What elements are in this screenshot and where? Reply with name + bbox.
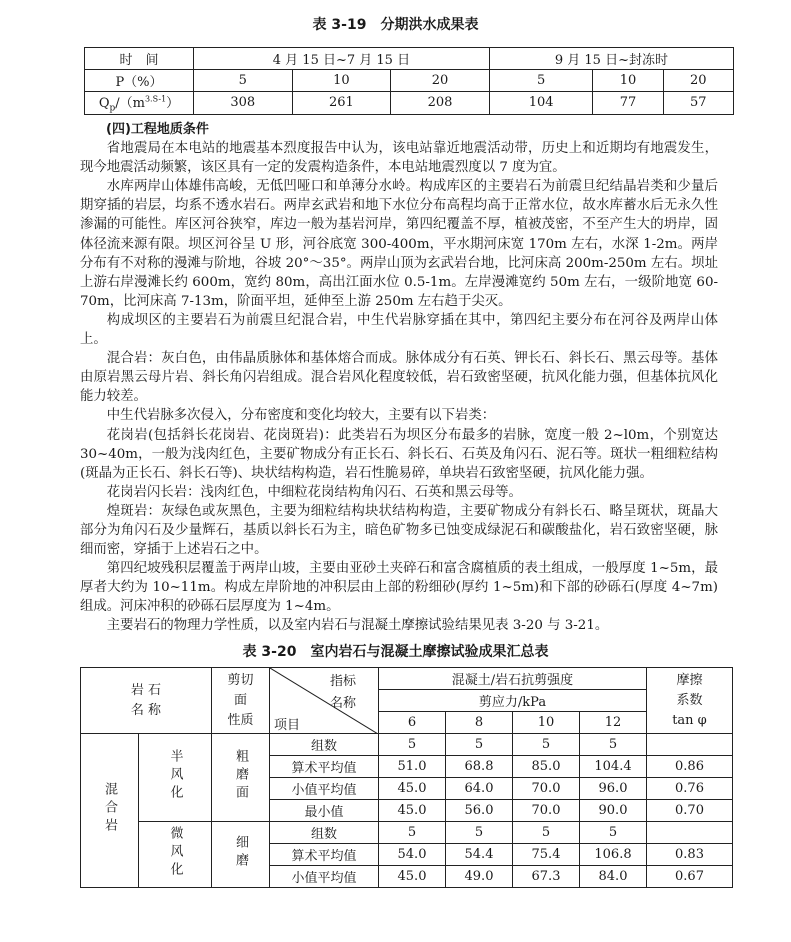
indicator-label: 指标 — [329, 674, 356, 689]
q-subscript: p — [109, 103, 116, 114]
coef-cell: 0.67 — [647, 866, 733, 888]
row-label: 算术平均值 — [270, 756, 379, 778]
paragraph: 构成坝区的主要岩石为前震旦纪混合岩，中生代岩脉穿插在其中，第四纪主要分布在河谷及两岸山体上。 — [80, 312, 718, 348]
q-cell: 308 — [194, 92, 293, 115]
friction-coefficient-header: 摩擦 系数 tan φ — [647, 668, 733, 734]
normal-stress-header: 剪应力/kPa — [379, 690, 647, 712]
weathering-cell — [139, 734, 212, 822]
surface-text: 细磨 — [233, 834, 248, 871]
coef-cell: 0.86 — [647, 756, 733, 778]
table-row — [85, 48, 734, 70]
table-row — [81, 734, 733, 756]
weathering-cell — [139, 822, 212, 888]
value-cell: 5 — [580, 734, 647, 756]
coef-cell: 0.70 — [647, 800, 733, 822]
value-cell: 5 — [580, 822, 647, 844]
value-cell: 75.4 — [513, 844, 580, 866]
p-cell: 20 — [391, 70, 490, 92]
value-cell: 51.0 — [379, 756, 446, 778]
shear-strength-header: 混凝土/岩石抗剪强度 — [379, 668, 647, 690]
p-cell: 10 — [593, 70, 663, 92]
p-label-cell: P（%） — [85, 70, 194, 92]
stress-level-cell: 12 — [580, 712, 647, 734]
paragraph: 花岗岩闪长岩：浅肉红色，中细粒花岗结构角闪石、石英和黑云母等。 — [106, 484, 522, 500]
period1-cell: 4 月 15 日~7 月 15 日 — [194, 48, 490, 70]
table-row — [81, 668, 733, 690]
stress-level-cell: 8 — [446, 712, 513, 734]
q-unit-superscript: 3.S-1 — [144, 94, 167, 104]
flood-results-table — [84, 47, 734, 115]
paragraph: 煌斑岩：灰绿色或灰黑色，主要为细粒结构块状结构构造，主要矿物成分有斜长石、略呈斑状，斑晶大部分为角闪石及少量辉石，基质以斜长石为主，暗色矿物多已蚀变成绿泥石和碳酸盐化，岩石致密坚硬，脉细而密，穿插于上述岩石之中。 — [80, 503, 718, 558]
value-cell: 96.0 — [580, 778, 647, 800]
table-row — [85, 70, 734, 92]
value-cell: 104.4 — [580, 756, 647, 778]
value-cell: 70.0 — [513, 800, 580, 822]
value-cell: 5 — [513, 734, 580, 756]
value-cell: 68.8 — [446, 756, 513, 778]
rock-type-text: 混合岩 — [102, 781, 117, 836]
q-cell: 208 — [391, 92, 490, 115]
value-cell: 5 — [379, 822, 446, 844]
body-text — [80, 120, 718, 636]
paragraph: 主要岩石的物理力学性质，以及室内岩石与混凝土摩擦试验结果见表 3-20 与 3-21。 — [106, 618, 609, 634]
value-cell: 67.3 — [513, 866, 580, 888]
q-label-cell — [85, 92, 194, 115]
paragraph: 花岗岩(包括斜长花岗岩、花岗斑岩)：此类岩石为坝区分布最多的岩脉，宽度一般 2~l0m，个别宽达 30~40m，一般为浅肉红色，主要矿物成分有正长石、斜长石、石英及角闪石、泥石等。斑状一粗细粒结构(斑晶为正长石、斜长石等)、块状结构构造，岩石性脆易碎，单块岩石致密坚硬，抗风化能力强。 — [80, 427, 718, 481]
row-label: 组数 — [270, 822, 379, 844]
p-cell: 5 — [194, 70, 293, 92]
surface-text: 粗磨面 — [233, 748, 248, 803]
value-cell: 84.0 — [580, 866, 647, 888]
time-label-cell: 时 间 — [85, 48, 194, 70]
stress-level-cell: 6 — [379, 712, 446, 734]
row-label: 算术平均值 — [270, 844, 379, 866]
weathering-text: 微风化 — [167, 825, 183, 880]
paragraph: 中生代岩脉多次侵入，分布密度和变化均较大，主要有以下岩类： — [106, 408, 496, 424]
row-label: 小值平均值 — [270, 778, 379, 800]
rock-name-header: 岩 石 名 称 — [81, 668, 212, 734]
value-cell: 106.8 — [580, 844, 647, 866]
value-cell: 54.0 — [379, 844, 446, 866]
section-heading-text: (四)工程地质条件 — [106, 122, 209, 137]
period2-cell: 9 月 15 日~封冻时 — [489, 48, 733, 70]
value-cell: 5 — [379, 734, 446, 756]
row-label: 最小值 — [270, 800, 379, 822]
value-cell: 49.0 — [446, 866, 513, 888]
p-cell: 10 — [292, 70, 391, 92]
coef-cell: 0.83 — [647, 844, 733, 866]
q-cell: 57 — [663, 92, 733, 115]
section-heading — [80, 120, 718, 139]
row-label: 小值平均值 — [270, 866, 379, 888]
value-cell: 70.0 — [513, 778, 580, 800]
paragraph: 第四纪坡残积层覆盖于两岸山坡，主要由亚砂土夹碎石和富含腐植质的表土组成，一般厚度 1~5m，最厚者大约为 10~11m。构成左岸阶地的冲积层由上部的粉细砂(厚约 1~5m)和下部的砂砾石(厚度 4~7m)组成。河床冲积的砂砾石层厚度为 1~4m。 — [80, 561, 718, 615]
q-cell: 261 — [292, 92, 391, 115]
indicator-name-label: 名称 — [329, 696, 356, 711]
q-symbol: Q — [98, 96, 110, 111]
value-cell: 45.0 — [379, 800, 446, 822]
value-cell: 90.0 — [580, 800, 647, 822]
surface-cell — [212, 734, 270, 822]
table-3-19-title: 表 3-19 分期洪水成果表 — [312, 17, 479, 33]
table-row — [81, 822, 733, 844]
weathering-text: 半风化 — [167, 748, 183, 803]
q-unit-close: ） — [166, 96, 180, 111]
coef-cell — [647, 734, 733, 756]
paragraph: 省地震局在本电站的地震基本烈度报告中认为，该电站靠近地震活动带，历史上和近期均有地震发生，现今地震活动频繁，该区具有一定的发震构造条件，本电站地震烈度以 7 度为宜。 — [80, 141, 718, 176]
paragraph: 水库两岸山体雄伟高峻，无低凹哑口和单薄分水岭。构成库区的主要岩石为前震旦纪结晶岩类和少量后期穿插的岩层，均系不透水岩石。两岸玄武岩和地下水位分布高程均高于正常水位，故水库蓄水后无永久性渗漏的可能性。库区河谷狭窄，库边一般为基岩河岸，第四纪覆盖不厚，植被茂密，不至产生大的坍岸，固体径流来源有限。坝区河谷呈 U 形，河谷底宽 300-400m，平水期河床宽 170m 左右，水深 1-2m。两岸分布有不对称的漫滩与阶地，谷坡 20°～35°。两岸山顶为玄武岩台地，比河床高 200m-250m 左右。坝址上游右岸漫滩长约 600m，宽约 80m，高出江面水位 0.5-1m。左岸漫滩宽约 50m 左右，一级阶地宽 60-70m，比河床高 7-13m，阶面平坦，延伸至上游 250m 左右趋于尖灭。 — [80, 179, 718, 309]
row-label: 组数 — [270, 734, 379, 756]
surface-cell — [212, 822, 270, 888]
value-cell: 56.0 — [446, 800, 513, 822]
p-cell: 20 — [663, 70, 733, 92]
indicator-header — [270, 668, 379, 734]
p-cell: 5 — [489, 70, 592, 92]
q-unit: /（m — [115, 96, 145, 111]
value-cell: 5 — [513, 822, 580, 844]
value-cell: 54.4 — [446, 844, 513, 866]
value-cell: 5 — [446, 734, 513, 756]
rock-type-cell — [81, 734, 139, 888]
shear-surface-header: 剪切 面 性质 — [212, 668, 270, 734]
coef-cell: 0.76 — [647, 778, 733, 800]
value-cell: 85.0 — [513, 756, 580, 778]
table-row — [85, 92, 734, 115]
stress-level-cell: 10 — [513, 712, 580, 734]
friction-test-table — [80, 667, 733, 888]
value-cell: 45.0 — [379, 866, 446, 888]
value-cell: 5 — [446, 822, 513, 844]
item-label: 项目 — [274, 718, 301, 733]
coef-cell — [647, 822, 733, 844]
paragraph: 混合岩：灰白色，由伟晶质脉体和基体熔合而成。脉体成分有石英、钾长石、斜长石、黑云母等。基体由原岩黑云母片岩、斜长角闪岩组成。混合岩风化程度较低，岩石致密坚硬，抗风化能力强，但基体抗风化能力较差。 — [80, 351, 718, 405]
q-cell: 77 — [593, 92, 663, 115]
q-cell: 104 — [489, 92, 592, 115]
value-cell: 64.0 — [446, 778, 513, 800]
table-3-20-title: 表 3-20 室内岩石与混凝土摩擦试验成果汇总表 — [242, 644, 549, 660]
value-cell: 45.0 — [379, 778, 446, 800]
